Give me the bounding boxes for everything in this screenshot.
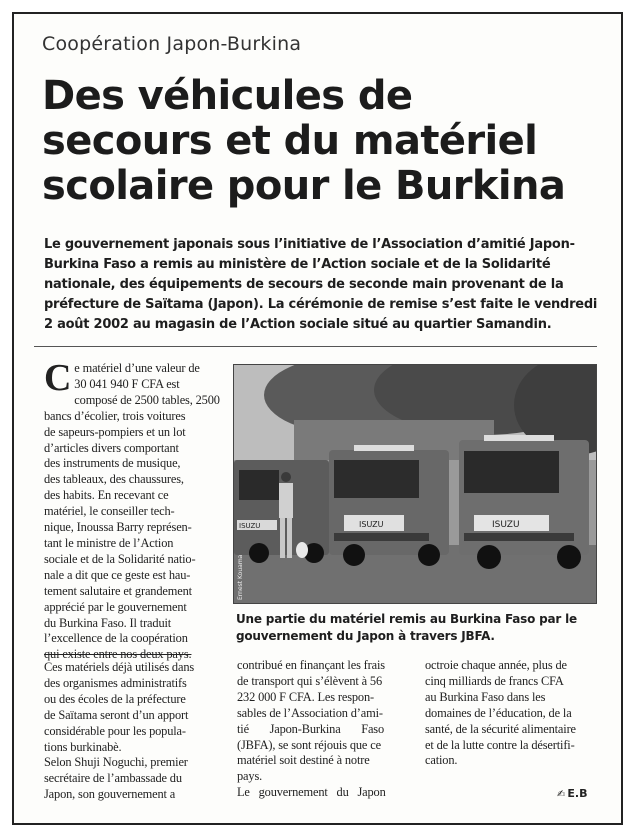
article-lede: [44, 235, 598, 335]
body-line: e matériel d’une valeur de: [74, 361, 200, 375]
body-line: des instruments de musique,: [44, 456, 181, 471]
pen-icon: ✍: [557, 789, 566, 800]
body-line: de Saïtama seront d’un apport: [44, 707, 189, 722]
body-line: Japon, son gouvernement a: [44, 787, 176, 802]
article-kicker: Coopération Japon-Burkina: [42, 33, 302, 55]
truck-badge: ISUZU: [239, 522, 261, 530]
body-line: considérable pour les popula-: [44, 723, 186, 738]
body-line: l’excellence de la coopération: [44, 631, 188, 646]
body-line: 30 041 940 F CFA est: [74, 376, 180, 391]
lede-line: préfecture de Saïtama (Japon). La cérémonie de remise s’est faite le vendredi: [44, 297, 598, 312]
body-line: apprécié par le gouvernement: [44, 599, 187, 614]
body-line: nale a dit que ce geste est hau-: [44, 567, 191, 582]
body-column-3: [425, 658, 600, 769]
caption-line: gouvernement du Japon à travers JBFA.: [236, 629, 495, 643]
body-line: tions burkinabè.: [44, 739, 122, 754]
body-line: santé, de la sécurité alimentaire: [425, 721, 576, 736]
photo-caption: [236, 611, 596, 645]
body-line: des habits. En recevant ce: [44, 488, 169, 503]
body-line: au Burkina Faso dans les: [425, 689, 546, 704]
body-line: d’articles divers comportant: [44, 440, 179, 455]
body-line: de transport qui s’élèvent à 56: [237, 673, 383, 688]
headline-line: secours et du matériel: [42, 118, 538, 164]
body-column-1-continued: [44, 660, 224, 803]
body-line: Le gouvernement du Japon: [237, 785, 386, 800]
author-initials: E.B: [567, 787, 588, 800]
body-column-1: [44, 357, 224, 663]
body-line: (JBFA), se sont réjouis que ce: [237, 737, 381, 752]
body-line: ou des écoles de la préfecture: [44, 691, 186, 706]
body-line: tié Japon-Burkina Faso: [237, 721, 385, 736]
article-headline: [42, 74, 602, 209]
photo-credit: Ernest Kouama: [237, 554, 244, 600]
body-line: du Burkina Faso. Il traduit: [44, 615, 172, 630]
body-line: cinq milliards de francs CFA: [425, 673, 564, 688]
body-line: matériel soit destiné à notre: [237, 753, 370, 768]
news-photo: [233, 364, 597, 604]
body-line: et de la lutte contre la désertifi-: [425, 737, 575, 752]
body-line: Selon Shuji Noguchi, premier: [44, 755, 188, 770]
body-line-struck: qui existe entre nos deux pays.: [44, 647, 192, 662]
body-line: nique, Inoussa Barry représen-: [44, 520, 192, 535]
body-line: bancs d’écolier, trois voitures: [44, 408, 186, 423]
body-column-2: [237, 658, 412, 801]
headline-line: scolaire pour le Burkina: [42, 163, 566, 209]
body-line: 232 000 F CFA. Les respon-: [237, 689, 374, 704]
truck-badge: ISUZU: [359, 520, 384, 529]
body-line: sociale et de la Solidarité natio-: [44, 551, 196, 566]
body-line: des tableaux, des chaussures,: [44, 472, 184, 487]
body-line: composé de 2500 tables, 2500: [74, 392, 220, 407]
body-line: tement salutaire et grandement: [44, 583, 192, 598]
lede-line: Le gouvernement japonais sous l’initiative de l’Association d’amitié Japon-: [44, 237, 575, 252]
drop-cap: C: [44, 357, 72, 399]
body-line: domaines de l’éducation, de la: [425, 705, 572, 720]
photo-illustration: [234, 365, 597, 604]
lede-line: nationale, des équipements de secours de seconde main provenant de la: [44, 277, 564, 292]
body-line: cation.: [425, 753, 458, 768]
body-line: matériel, le conseiller tech-: [44, 504, 175, 519]
lede-line: Burkina Faso a remis au ministère de l’Action sociale et de la Solidarité: [44, 257, 551, 272]
body-line: des organismes administratifs: [44, 675, 187, 690]
headline-line: Des véhicules de: [42, 73, 413, 119]
body-line: pays.: [237, 769, 263, 784]
caption-line: Une partie du matériel remis au Burkina Faso par le: [236, 612, 577, 626]
lede-line: 2 août 2002 au magasin de l’Action sociale situé au quartier Samandin.: [44, 317, 552, 332]
body-line: sables de l’Association d’ami-: [237, 705, 383, 720]
body-line: Ces matériels déjà utilisés dans: [44, 660, 195, 674]
section-divider: [34, 346, 597, 347]
body-line: contribué en finançant les frais: [237, 658, 385, 672]
truck-badge: ISUZU: [492, 520, 520, 530]
author-signature: [557, 787, 587, 800]
body-line: octroie chaque année, plus de: [425, 658, 567, 672]
body-line: tant le ministre de l’Action: [44, 535, 174, 550]
body-line: secrétaire de l’ambassade du: [44, 771, 182, 786]
body-line: de sapeurs-pompiers et un lot: [44, 424, 186, 439]
